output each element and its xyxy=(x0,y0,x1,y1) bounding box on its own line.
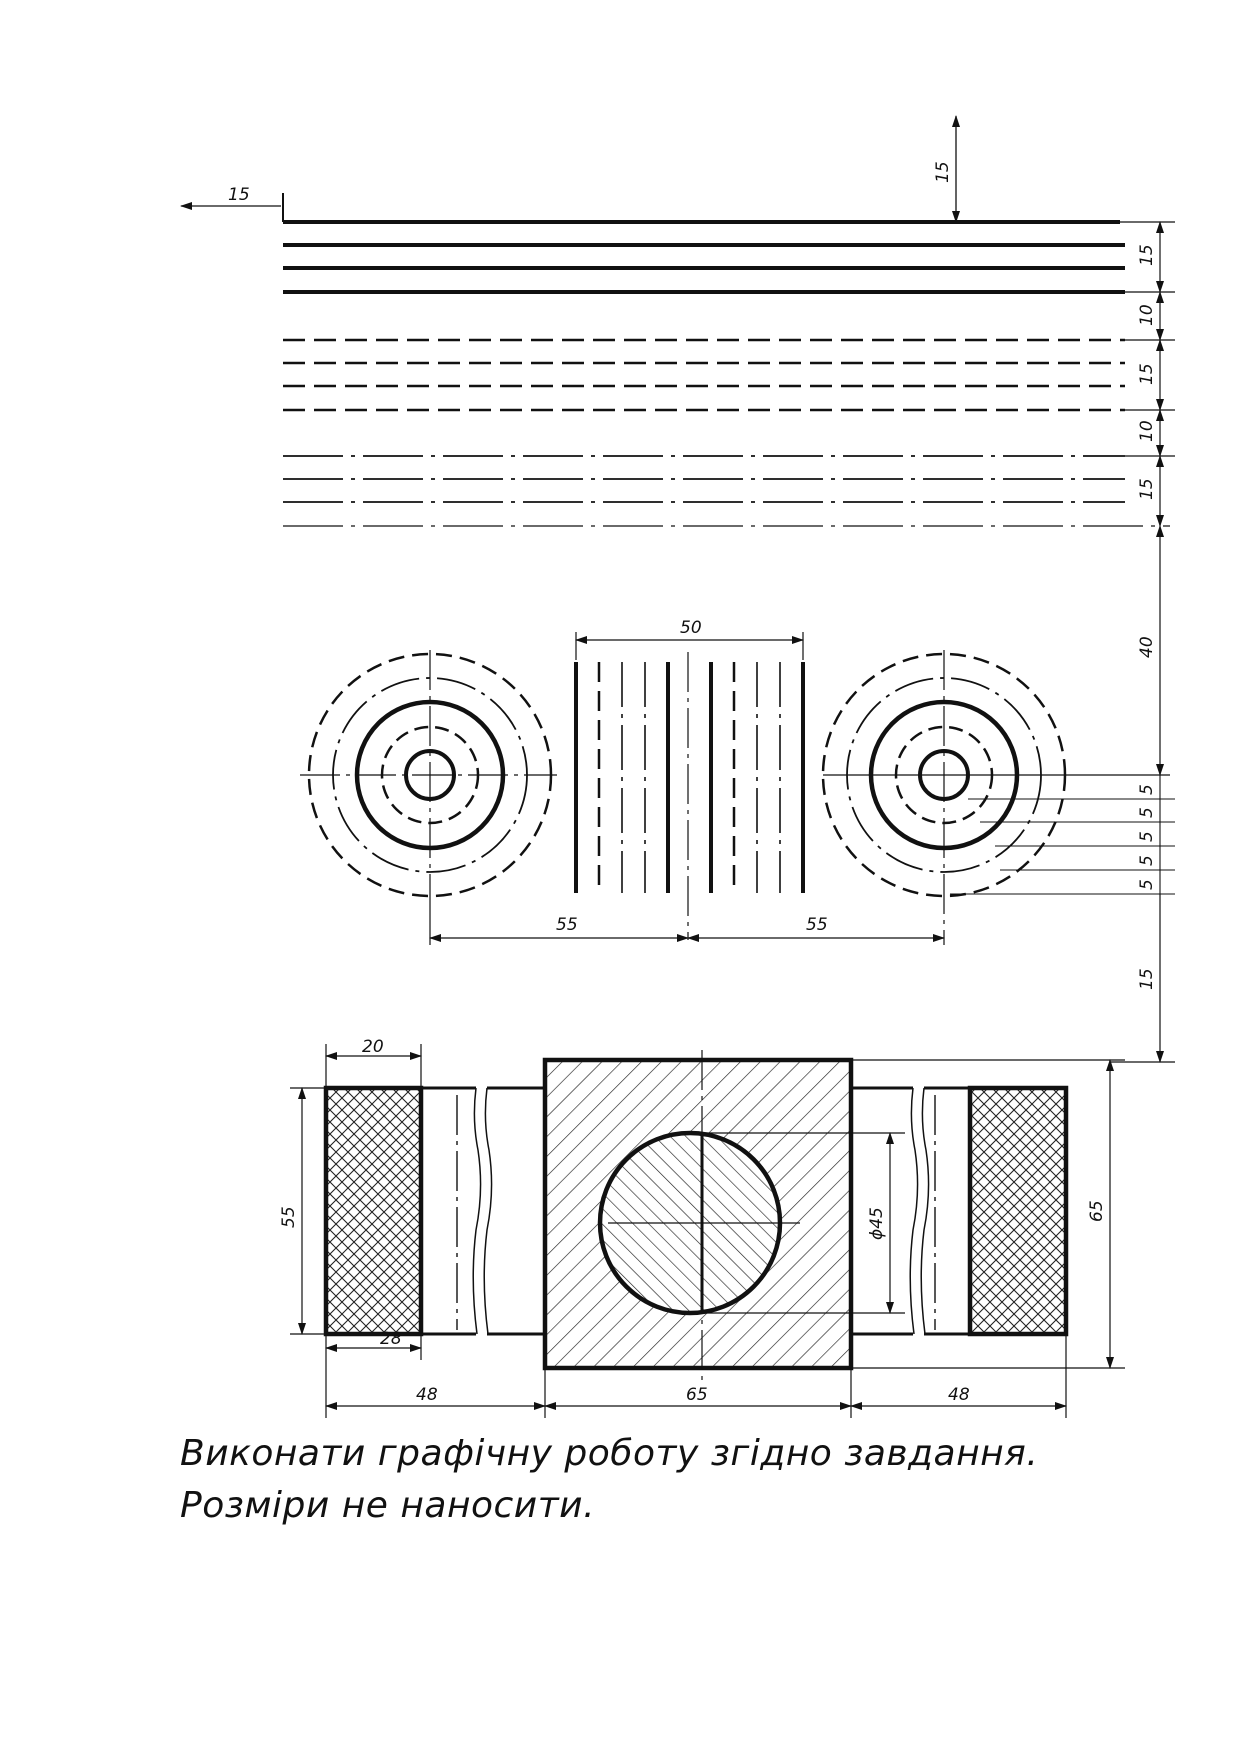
left-block-width-label: 28 xyxy=(380,1329,402,1349)
ring-step-label-1: 5 xyxy=(1137,784,1157,795)
hole-diameter-label: ϕ45 xyxy=(867,1207,887,1240)
right-crosshatch-block xyxy=(970,1088,1066,1334)
left-center-offset-label: 55 xyxy=(556,915,578,935)
right-center-offset-label: 55 xyxy=(806,915,828,935)
gap-to-circles-label: 40 xyxy=(1137,636,1157,658)
spacing-label-2: 15 xyxy=(1137,363,1157,385)
gap-label-1: 10 xyxy=(1137,304,1157,326)
gap-label-2: 10 xyxy=(1137,420,1157,442)
center-distance-dimension xyxy=(430,900,944,945)
vertical-lines-width-label: 50 xyxy=(680,618,702,638)
circles-exercise xyxy=(300,618,1175,1062)
center-block-width-label: 65 xyxy=(686,1385,708,1405)
spacing-label-3: 15 xyxy=(1137,478,1157,500)
spacing-label-1: 15 xyxy=(1137,244,1157,266)
left-height-label: 55 xyxy=(279,1206,299,1228)
part-drawing xyxy=(279,1037,1125,1418)
ring-step-label-4: 5 xyxy=(1137,855,1157,866)
ring-step-label-5: 5 xyxy=(1137,879,1157,890)
ring-step-label-3: 5 xyxy=(1137,831,1157,842)
center-block-height-label: 65 xyxy=(1087,1200,1107,1222)
crosshatch-width-label: 20 xyxy=(362,1037,384,1057)
left-concentric-circles xyxy=(300,650,557,900)
left-total-width-label: 48 xyxy=(416,1385,438,1405)
left-shaft xyxy=(421,1088,545,1334)
line-types-exercise xyxy=(181,116,1175,775)
gap-to-part-label: 15 xyxy=(1137,968,1157,990)
vertical-lines-block xyxy=(576,632,803,940)
right-concentric-circles xyxy=(823,650,1170,935)
ring-step-label-2: 5 xyxy=(1137,807,1157,818)
left-crosshatch-block xyxy=(326,1088,421,1334)
right-total-width-label: 48 xyxy=(948,1385,970,1405)
task-instruction: Виконати графічну роботу згідно завдання. Розміри не наносити. xyxy=(180,1433,1039,1526)
indent-dimension-label: 15 xyxy=(228,185,250,205)
top-offset-label: 15 xyxy=(933,161,953,183)
